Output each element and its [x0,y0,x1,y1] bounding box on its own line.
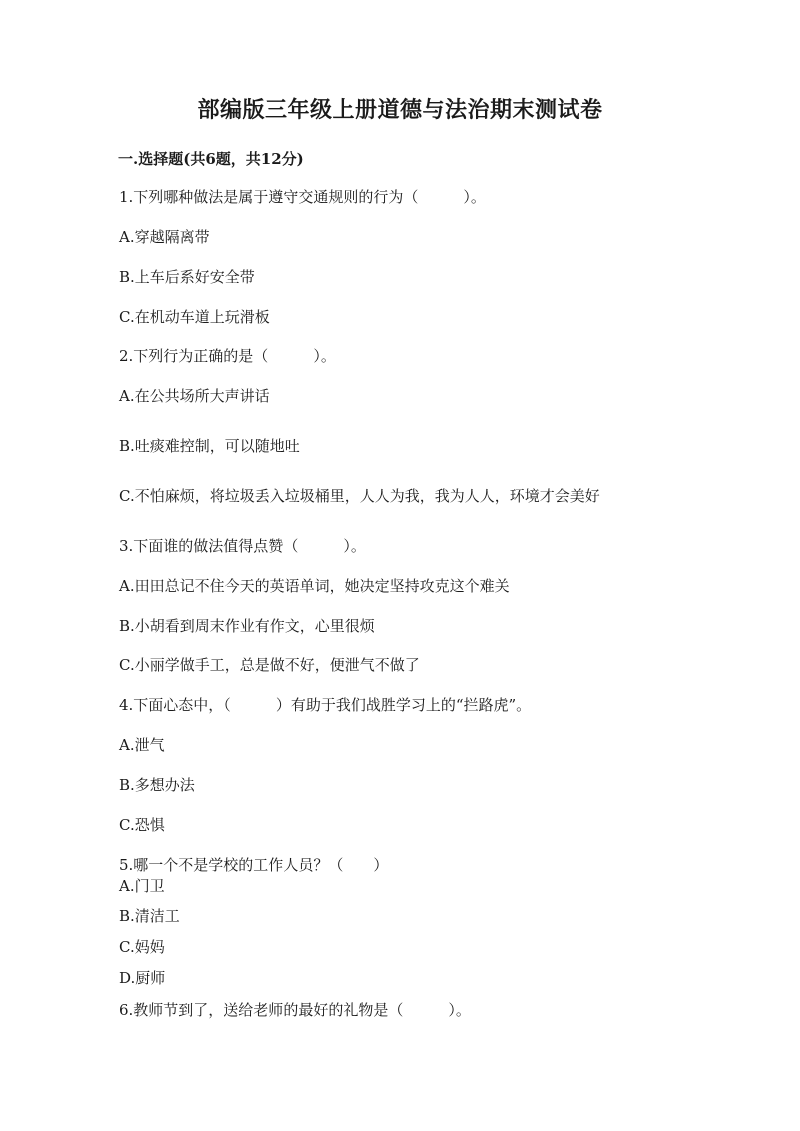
q2-option-c: C.不怕麻烦，将垃圾丢入垃圾桶里，人人为我，我为人人，环境才会美好 [119,487,600,505]
question-5: 5.哪一个不是学校的工作人员？（ ） [119,856,389,874]
question-3: 3.下面谁的做法值得点赞（ ）。 [119,537,366,555]
exam-title: 部编版三年级上册道德与法治期末测试卷 [197,97,603,123]
question-1: 1.下列哪种做法是属于遵守交通规则的行为（ ）。 [119,188,486,206]
q5-option-d: D.厨师 [119,969,166,987]
question-4: 4.下面心态中，（ ）有助于我们战胜学习上的“拦路虎”。 [119,696,532,714]
section-heading: 一.选择题(共6题，共12分) [118,150,304,168]
q2-option-a: A.在公共场所大声讲话 [119,387,270,405]
q3-option-c: C.小丽学做手工，总是做不好，便泄气不做了 [119,656,420,674]
q1-option-a: A.穿越隔离带 [119,228,210,246]
q4-option-b: B.多想办法 [119,776,195,794]
q5-option-b: B.清洁工 [119,907,180,925]
q3-option-a: A.田田总记不住今天的英语单词，她决定坚持攻克这个难关 [119,577,510,595]
question-2: 2.下列行为正确的是（ ）。 [119,347,336,365]
q5-option-a: A.门卫 [119,877,165,895]
q5-option-c: C.妈妈 [119,938,165,956]
q3-option-b: B.小胡看到周末作业有作文，心里很烦 [119,617,375,635]
q4-option-a: A.泄气 [119,736,165,754]
q1-option-b: B.上车后系好安全带 [119,268,255,286]
question-6: 6.教师节到了，送给老师的最好的礼物是（ ）。 [119,1001,471,1019]
q1-option-c: C.在机动车道上玩滑板 [119,308,270,326]
q4-option-c: C.恐惧 [119,816,165,834]
q2-option-b: B.吐痰难控制，可以随地吐 [119,437,300,455]
